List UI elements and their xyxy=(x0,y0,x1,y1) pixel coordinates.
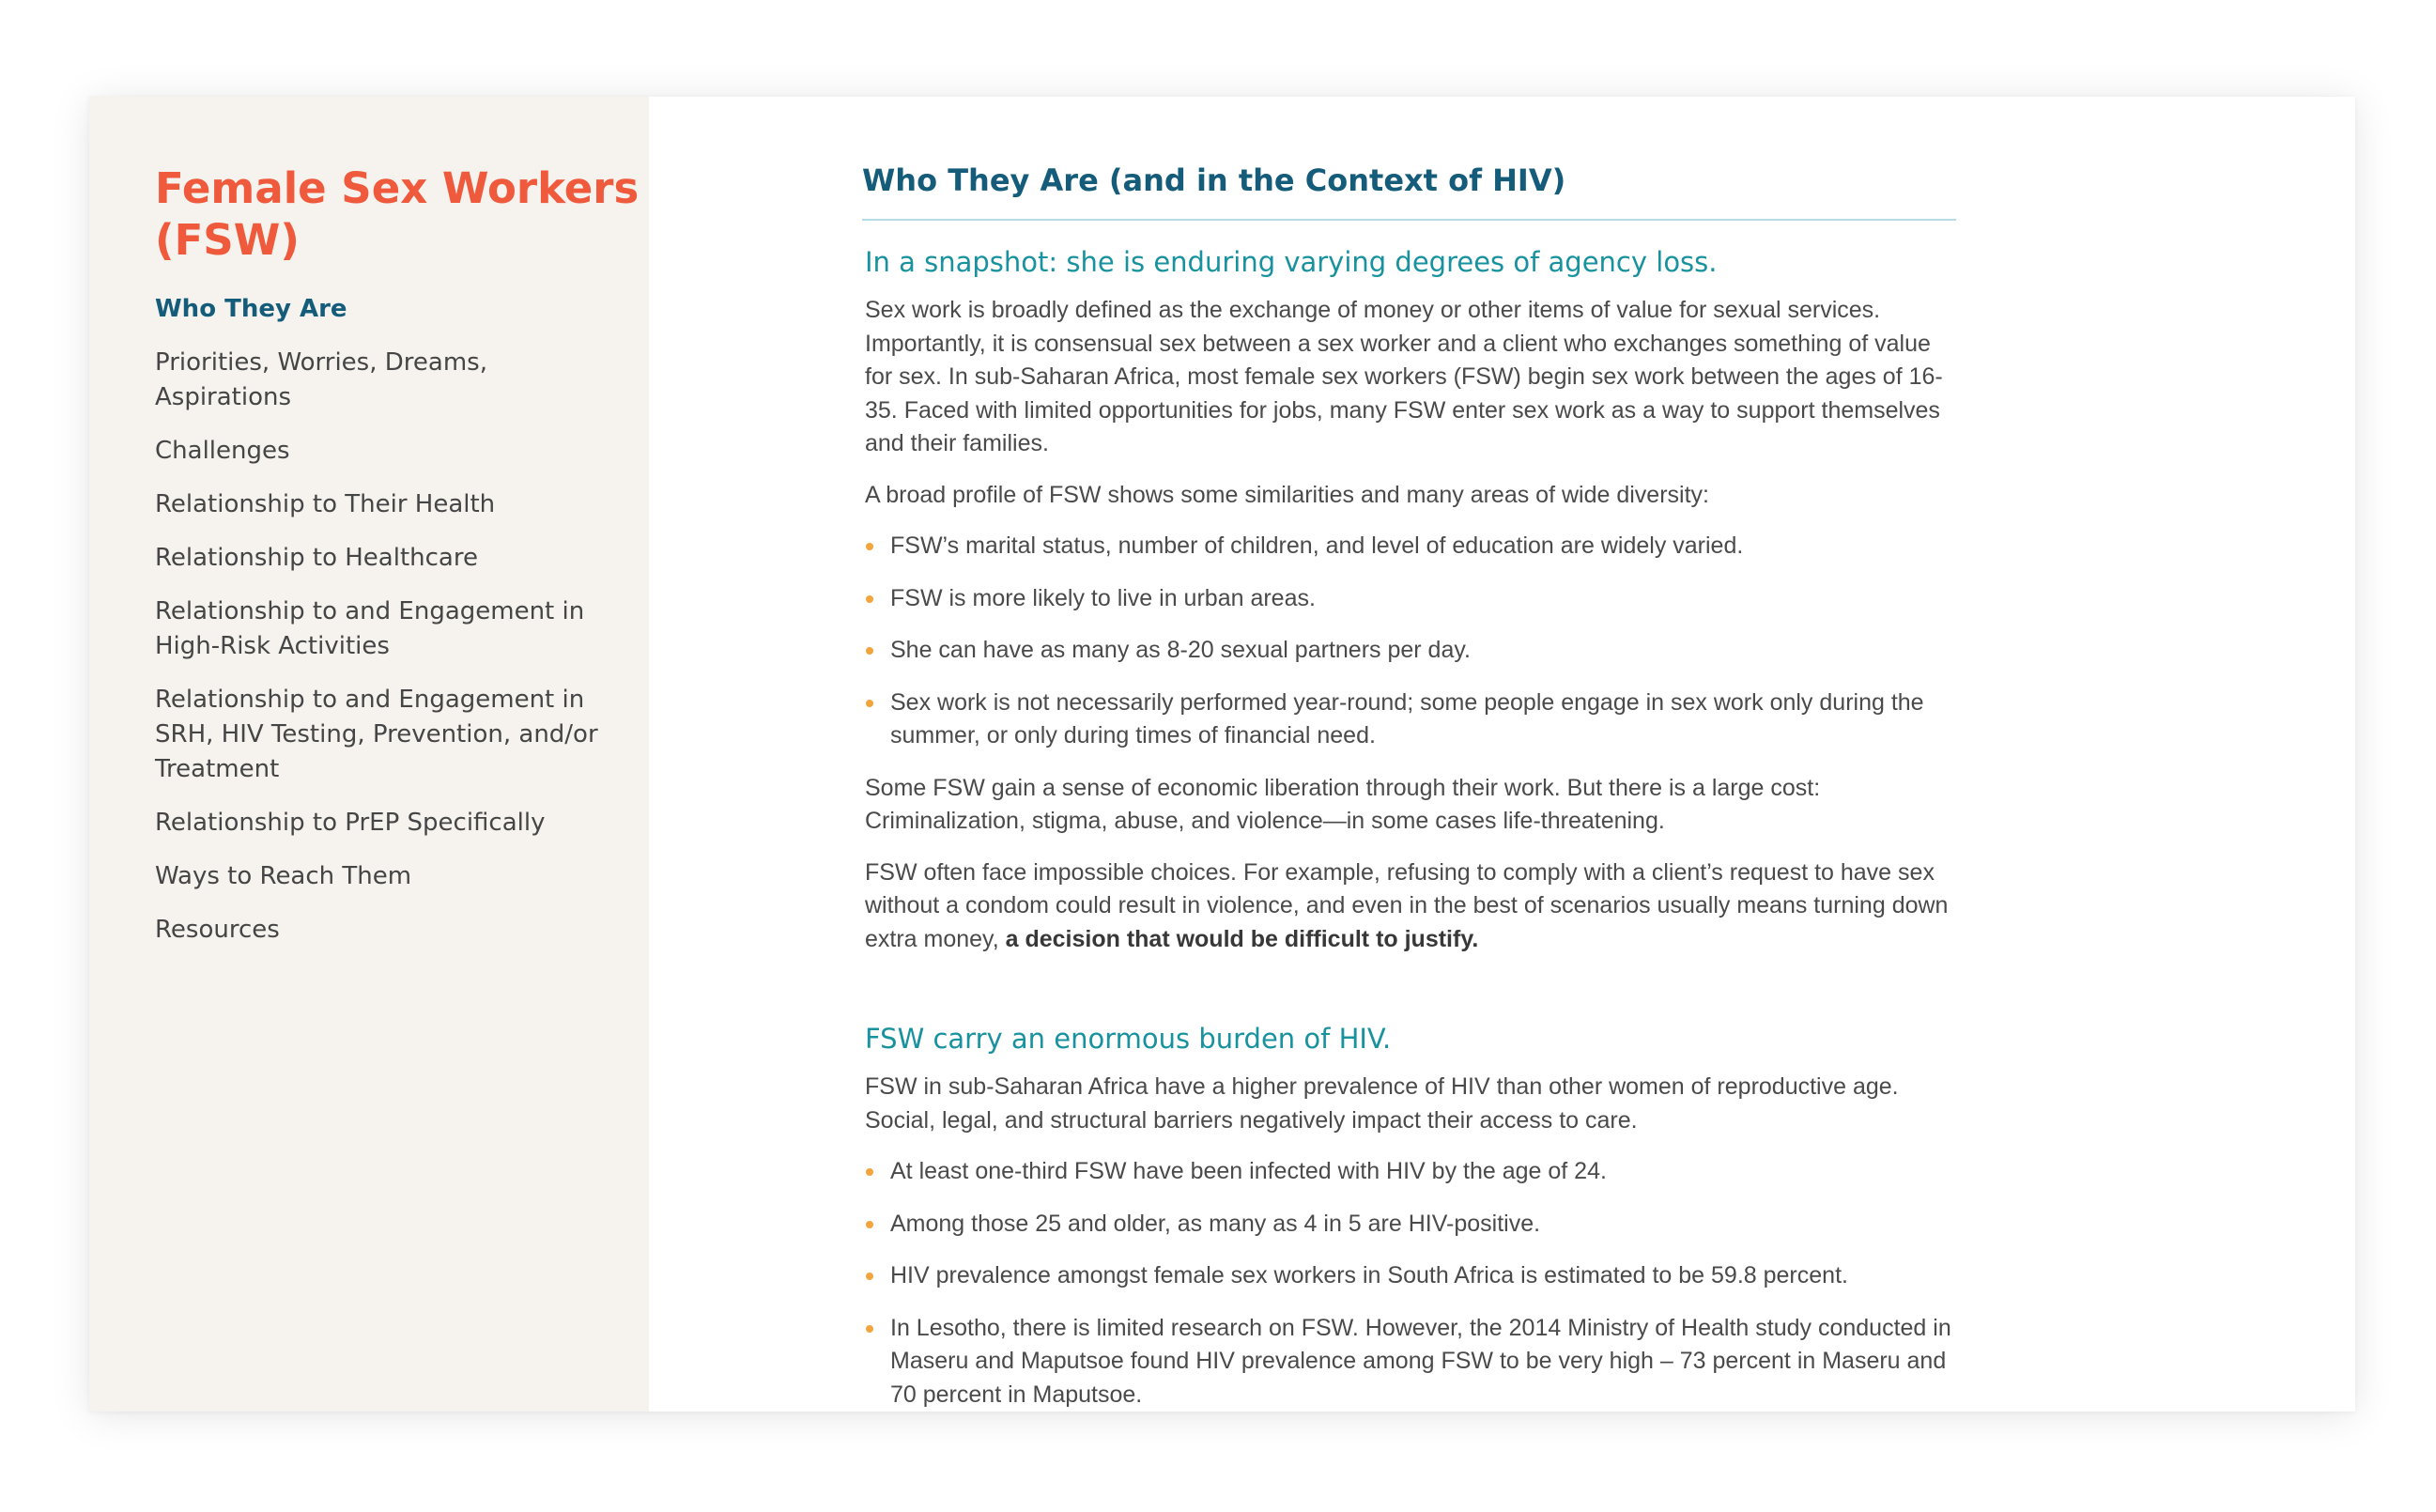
nav-item-challenges[interactable]: Challenges xyxy=(155,437,290,465)
page-card xyxy=(89,97,2355,1412)
paragraph-hiv-prevalence: FSW in sub-Saharan Africa have a higher prevalence of HIV than other women of reproductive age. Social, legal, and structural barriers negatively impact their access to care. xyxy=(865,1073,1899,1134)
list-item: In Lesotho, there is limited research on FSW. However, the 2014 Ministry of Health study conducted in Maseru and Maputsoe found HIV prevalence among FSW to be very high – 73 percent in Maseru and 70 percent in Maputsoe. xyxy=(862,1312,1961,1412)
list-item: At least one-third FSW have been infected with HIV by the age of 24. xyxy=(862,1155,1961,1189)
sidebar-nav xyxy=(155,292,624,966)
bullet-dot-icon xyxy=(866,1168,873,1176)
nav-item-relationship-health[interactable]: Relationship to Their Health xyxy=(155,490,496,518)
bullet-dot-icon xyxy=(866,543,873,550)
bullet-dot-icon xyxy=(866,700,873,707)
sidebar xyxy=(89,97,649,1412)
nav-item-high-risk-activities[interactable]: Relationship to and Engagement in High-Risk Activities xyxy=(155,597,585,660)
bullet-dot-icon xyxy=(866,1221,873,1228)
paragraph-profile-intro: A broad profile of FSW shows some similarities and many areas of wide diversity: xyxy=(865,481,1709,508)
section-heading-snapshot: In a snapshot: she is enduring varying degrees of agency loss. xyxy=(865,246,1718,278)
page-title: Who They Are (and in the Context of HIV) xyxy=(862,97,1956,221)
main-content xyxy=(862,97,1961,1412)
bullet-dot-icon xyxy=(866,1325,873,1333)
list-item: HIV prevalence amongst female sex workers in South Africa is estimated to be 59.8 percent. xyxy=(862,1259,1961,1293)
bullet-dot-icon xyxy=(866,595,873,603)
paragraph-impossible-choices: FSW often face impossible choices. For example, refusing to comply with a client’s request to have sex without a condom could result in violence, and even in the best of scenarios usually means turning down extra money, a decision that would be difficult to justify. xyxy=(865,858,1949,952)
nav-item-srh-hiv-testing[interactable]: Relationship to and Engagement in SRH, HIV Testing, Prevention, and/or Treatment xyxy=(155,686,598,783)
list-item: Among those 25 and older, as many as 4 in 5 are HIV-positive. xyxy=(862,1208,1961,1242)
bullet-dot-icon xyxy=(866,1273,873,1280)
paragraph-economic-liberation: Some FSW gain a sense of economic liberation through their work. But there is a large cost: Criminalization, stigma, abuse, and violence—in some cases life-threatening. xyxy=(865,774,1821,834)
list-item: FSW is more likely to live in urban areas. xyxy=(862,582,1961,616)
nav-item-ways-to-reach[interactable]: Ways to Reach Them xyxy=(155,862,412,890)
nav-item-resources[interactable]: Resources xyxy=(155,916,280,944)
section-heading-hiv-burden: FSW carry an enormous burden of HIV. xyxy=(865,1023,1392,1055)
bullet-dot-icon xyxy=(866,647,873,655)
nav-item-prep[interactable]: Relationship to PrEP Specifically xyxy=(155,809,546,837)
list-item: FSW’s marital status, number of children, and level of education are widely varied. xyxy=(862,530,1961,563)
paragraph-definition: Sex work is broadly defined as the exchange of money or other items of value for sexual services. Importantly, it is consensual sex between a sex worker and a client who exchanges something of value for sex. In sub-Saharan Africa, most female sex workers (FSW) begin sex work between the ages of 16-35. Faced with limited opportunities for jobs, many FSW enter sex work as a way to support themselves and their families. xyxy=(865,297,1943,456)
list-item: Sex work is not necessarily performed year-round; some people engage in sex work only during the summer, or only during times of financial need. xyxy=(862,687,1961,753)
list-item: She can have as many as 8-20 sexual partners per day. xyxy=(862,634,1961,668)
hiv-bullet-list xyxy=(862,1155,1961,1412)
sidebar-title: Female Sex Workers (FSW) xyxy=(155,163,640,265)
profile-bullet-list xyxy=(862,530,1961,753)
emphasis-text: a decision that would be difficult to justify. xyxy=(1005,925,1479,952)
nav-item-priorities[interactable]: Priorities, Worries, Dreams, Aspirations xyxy=(155,348,487,411)
nav-item-relationship-healthcare[interactable]: Relationship to Healthcare xyxy=(155,544,478,572)
nav-item-who-they-are[interactable]: Who They Are xyxy=(155,295,347,323)
